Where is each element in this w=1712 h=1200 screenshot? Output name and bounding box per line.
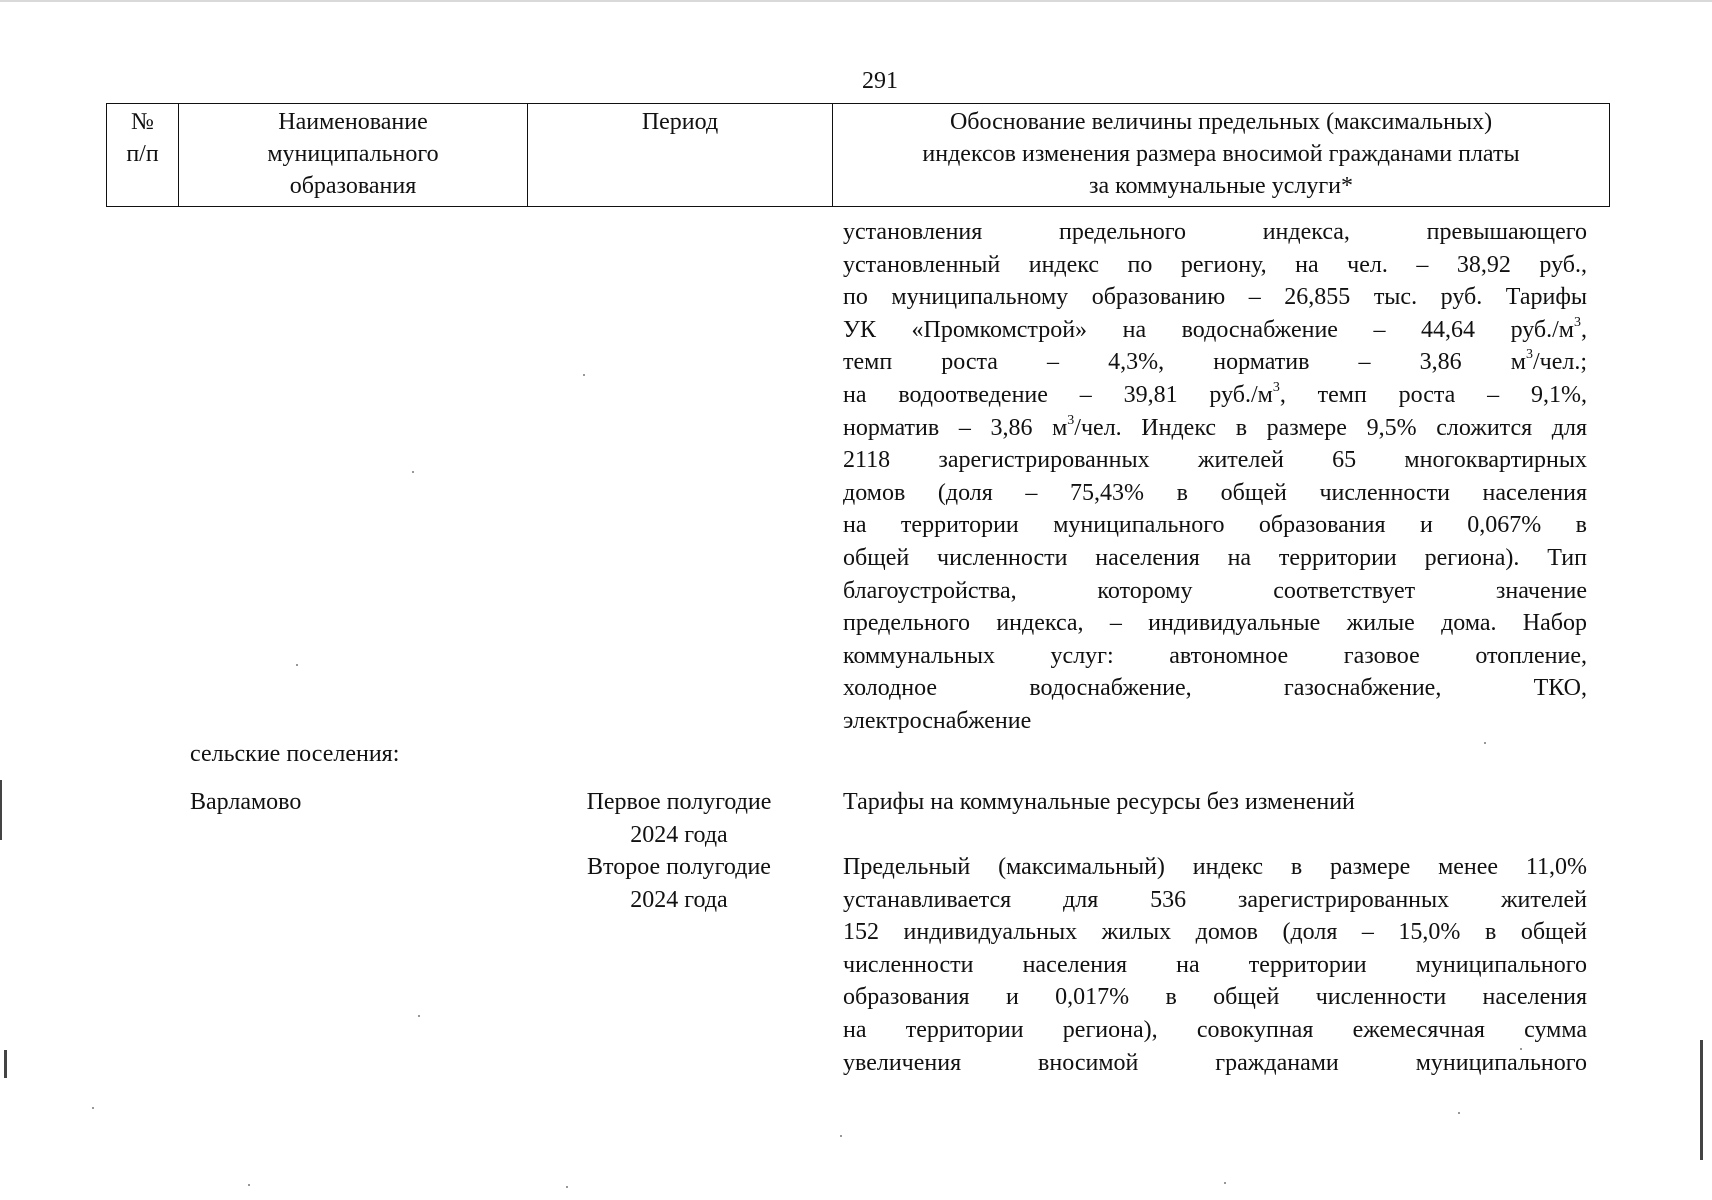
period-line: Первое полугодие bbox=[586, 789, 772, 815]
text-line: численности населения на территории муниципального bbox=[843, 951, 1587, 978]
text-line: образования и 0,017% в общей численности населения bbox=[843, 984, 1587, 1011]
text-line: на территории муниципального образования и 0,067% в bbox=[843, 512, 1587, 539]
text-line bbox=[843, 346, 1587, 379]
scan-speck bbox=[412, 471, 414, 473]
scan-speck bbox=[1458, 1112, 1460, 1114]
text-fragment: /чел.; bbox=[1532, 349, 1587, 376]
text-line: 152 индивидуальных жилых домов (доля – 15,0% в общей bbox=[843, 919, 1587, 946]
scan-speck bbox=[248, 1184, 250, 1186]
text-fragment: на водоотведение – 39,81 руб./м bbox=[843, 381, 1273, 408]
text-line: электроснабжение bbox=[843, 707, 1032, 734]
header-number: № п/п bbox=[107, 104, 179, 207]
text-line: на территории региона), совокупная ежемесячная сумма bbox=[843, 1016, 1587, 1043]
superscript: 3 bbox=[1574, 314, 1581, 330]
text-line: устанавливается для 536 зарегистрированных жителей bbox=[843, 886, 1587, 913]
text-line: Предельный (максимальный) индекс в размере менее 11,0% bbox=[843, 854, 1587, 880]
scan-speck bbox=[1224, 1182, 1226, 1184]
text-line: по муниципальному образованию – 26,855 тыс. руб. Тарифы bbox=[843, 284, 1587, 311]
scan-speck bbox=[840, 1135, 842, 1137]
text-line: благоустройства, которому соответствует значение bbox=[843, 577, 1587, 604]
scan-edge-mark bbox=[0, 780, 2, 840]
text-line: установления предельного индекса, превышающего bbox=[843, 219, 1587, 245]
scan-edge bbox=[0, 0, 1712, 2]
scan-speck bbox=[296, 664, 298, 666]
header-period: Период bbox=[528, 104, 833, 207]
scan-speck bbox=[583, 374, 585, 376]
scan-speck bbox=[1484, 742, 1486, 744]
header-municipality-name: Наименование муниципального образования bbox=[179, 104, 528, 207]
scan-speck bbox=[92, 1107, 94, 1109]
text-line: коммунальных услуг: автономное газовое отопление, bbox=[843, 642, 1587, 669]
text-line: 2118 зарегистрированных жителей 65 многоквартирных bbox=[843, 447, 1587, 474]
text-line: предельного индекса, – индивидуальные жилые дома. Набор bbox=[843, 610, 1587, 637]
justification-second-half bbox=[843, 851, 1587, 1079]
municipality-name: Варламово bbox=[190, 789, 302, 815]
page-number: 291 bbox=[862, 68, 898, 94]
superscript: 3 bbox=[1525, 347, 1533, 363]
period-line: 2024 года bbox=[630, 821, 728, 848]
text-line: общей численности населения на территории региона). Тип bbox=[843, 544, 1587, 571]
scan-edge-mark bbox=[4, 1050, 7, 1078]
period-second-half bbox=[548, 851, 810, 916]
text-line bbox=[843, 379, 1587, 412]
scan-speck bbox=[1520, 1048, 1522, 1050]
superscript: 3 bbox=[1272, 379, 1280, 395]
text-fragment: норматив – 3,86 м bbox=[843, 414, 1068, 441]
text-line bbox=[843, 314, 1587, 347]
text-line: увеличения вносимой гражданами муниципального bbox=[843, 1049, 1587, 1076]
text-fragment: , темп роста – 9,1%, bbox=[1279, 381, 1587, 408]
scan-speck bbox=[418, 1015, 420, 1017]
text-line: холодное водоснабжение, газоснабжение, ТКО, bbox=[843, 675, 1587, 702]
period-first-half bbox=[548, 786, 810, 851]
scan-speck bbox=[566, 1186, 568, 1188]
text-line: установленный индекс по региону, на чел. – 38,92 руб., bbox=[843, 251, 1587, 278]
text-fragment: /чел. Индекс в размере 9,5% сложится для bbox=[1074, 414, 1587, 441]
text-fragment: темп роста – 4,3%, норматив – 3,86 м bbox=[843, 349, 1526, 376]
justification-continuation bbox=[843, 216, 1587, 738]
justification-first-half: Тарифы на коммунальные ресурсы без изменений bbox=[843, 789, 1355, 815]
scan-edge-mark bbox=[1700, 1040, 1703, 1160]
superscript: 3 bbox=[1067, 412, 1075, 428]
header-justification: Обоснование величины предельных (максимальных) индексов изменения размера вносимой гражданами платы за коммунальные услуги* bbox=[833, 104, 1610, 207]
period-line: Второе полугодие bbox=[587, 854, 771, 880]
text-line: домов (доля – 75,43% в общей численности населения bbox=[843, 479, 1587, 506]
period-line: 2024 года bbox=[630, 886, 728, 913]
table-header bbox=[106, 103, 1610, 207]
text-fragment: , bbox=[1581, 316, 1587, 343]
text-fragment: УК «Промкомстрой» на водоснабжение – 44,64 руб./м bbox=[843, 316, 1574, 343]
section-heading: сельские поселения: bbox=[190, 741, 400, 767]
text-line bbox=[843, 412, 1587, 445]
